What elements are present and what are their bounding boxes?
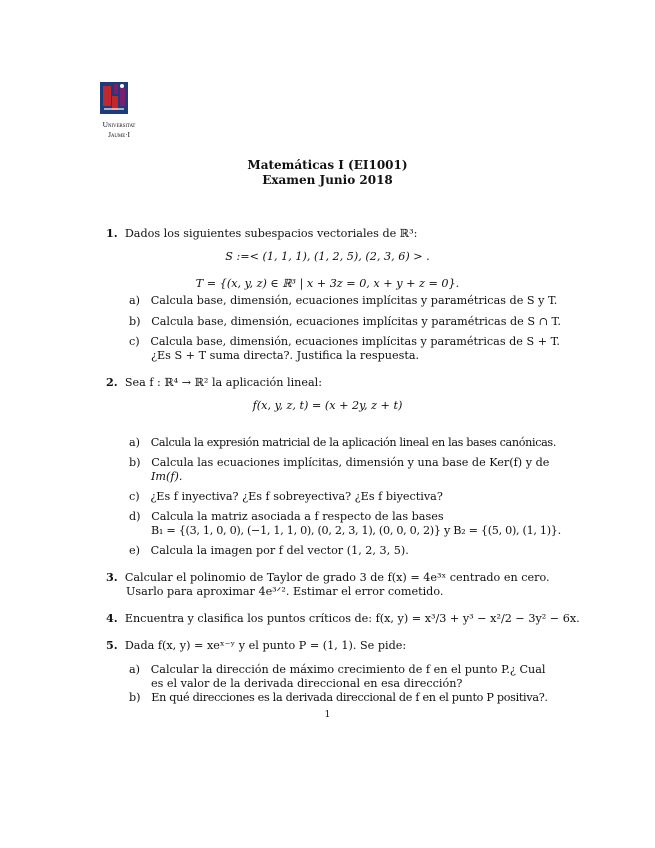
question-5 (106, 638, 406, 652)
item-marker: c) (129, 490, 140, 503)
question-3-cont: Usarlo para aproximar 4e³ᐟ². Estimar el error cometido. (126, 585, 444, 598)
item-text: Calcula base, dimensión, ecuaciones implícitas y paramétricas de S y T. (150, 294, 558, 307)
q2-item-b (129, 456, 549, 469)
question-text: Calcular el polinomio de Taylor de grado 3 de f(x) = 4e³ˣ centrado en cero. (124, 571, 550, 584)
q5-item-a (129, 663, 545, 676)
item-text: Calcula la matriz asociada a f respecto de las bases (151, 510, 444, 523)
item-text: Calcula base, dimensión, ecuaciones implícitas y paramétricas de S ∩ T. (151, 315, 561, 328)
item-text: Calcula la expresión matricial de la aplicación lineal en las bases canónicas. (150, 436, 557, 449)
linear-map-formula: f(x, y, z, t) = (x + 2y, z + t) (252, 399, 403, 412)
q2-item-a (129, 436, 556, 449)
question-text: Dados los siguientes subespacios vectoriales de ℝ³: (124, 227, 418, 240)
question-number: 3. (106, 570, 118, 584)
q5-item-a-cont: es el valor de la derivada direccional en esa dirección? (151, 677, 463, 690)
subspace-S: S :=< (1, 1, 1), (1, 2, 5), (2, 3, 6) > . (225, 250, 430, 263)
item-marker: b) (129, 315, 141, 328)
item-text: ¿Es f inyectiva? ¿Es f sobreyectiva? ¿Es f biyectiva? (150, 490, 443, 503)
item-marker: b) (129, 456, 141, 469)
item-marker: a) (129, 294, 141, 307)
question-number: 2. (106, 375, 118, 389)
university-logo (94, 80, 144, 145)
item-text: Calcula la imagen por f del vector (1, 2, 3, 5). (150, 544, 409, 557)
item-text: En qué direcciones es la derivada direccional de f en el punto P positiva?. (151, 691, 548, 704)
item-text: Calcula base, dimensión, ecuaciones implícitas y paramétricas de S + T. (150, 335, 560, 348)
q2-item-e (129, 544, 409, 557)
q2-item-c (129, 490, 443, 503)
question-text: Dada f(x, y) = xeˣ⁻ʸ y el punto P = (1, 1). Se pide: (124, 639, 407, 652)
q1-item-b (129, 315, 561, 328)
logo-line-2: Jaume·I (108, 130, 130, 139)
question-number: 1. (106, 226, 118, 240)
question-text: Sea f : ℝ⁴ → ℝ² la aplicación lineal: (124, 376, 323, 389)
item-marker: c) (129, 335, 140, 348)
exam-title: Matemáticas I (EI1001) (247, 158, 408, 172)
q2-item-d-cont: B₁ = {(3, 1, 0, 0), (−1, 1, 1, 0), (0, 2, 3, 1), (0, 0, 0, 2)} y B₂ = {(5, 0), (1, 1)}. (151, 524, 561, 537)
question-3 (106, 570, 550, 584)
university-emblem-icon (100, 82, 128, 114)
item-marker: d) (129, 510, 141, 523)
question-2 (106, 375, 322, 389)
page-number: 1 (324, 710, 331, 720)
question-4 (106, 611, 580, 625)
item-text: Calcula las ecuaciones implícitas, dimensión y una base de Ker(f) y de (151, 456, 550, 469)
item-marker: e) (129, 544, 140, 557)
subspace-T: T = {(x, y, z) ∈ ℝ³ | x + 3z = 0, x + y + z = 0}. (195, 277, 460, 290)
q2-item-b-cont: Im(f). (151, 470, 183, 483)
item-marker: a) (129, 436, 141, 449)
question-number: 5. (106, 638, 118, 652)
exam-subtitle: Examen Junio 2018 (262, 173, 393, 187)
item-text: Calcular la dirección de máximo crecimiento de f en el punto P.¿ Cual (150, 663, 546, 676)
question-1 (106, 226, 417, 240)
question-number: 4. (106, 611, 118, 625)
logo-line-1: Universitat (102, 120, 136, 129)
q1-item-c (129, 335, 560, 348)
item-marker: a) (129, 663, 141, 676)
q1-item-a (129, 294, 557, 307)
q5-item-b (129, 691, 548, 704)
q1-item-c-cont: ¿Es S + T suma directa?. Justifica la respuesta. (151, 349, 420, 362)
question-text: Encuentra y clasifica los puntos críticos de: f(x, y) = x³/3 + y³ − x²/2 − 3y² − 6x. (124, 612, 580, 625)
q2-item-d (129, 510, 444, 523)
item-marker: b) (129, 691, 141, 704)
